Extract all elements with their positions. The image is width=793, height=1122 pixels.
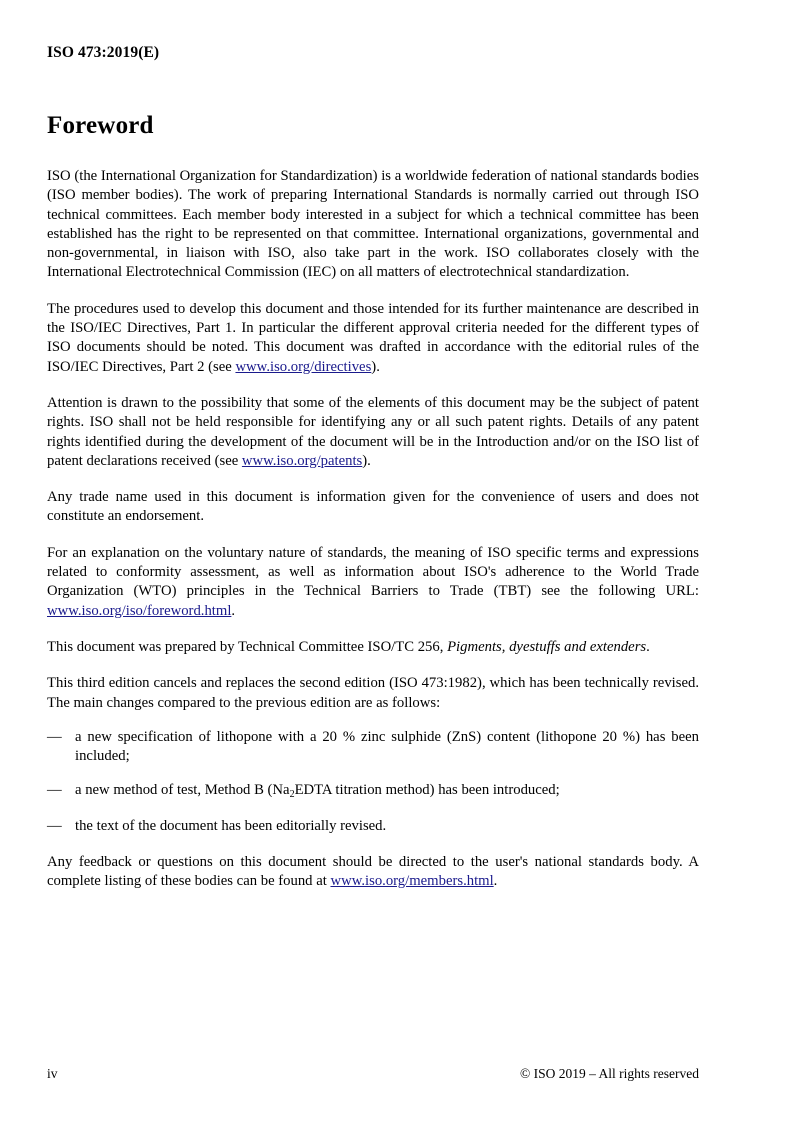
list-item-text-before-sub: a new method of test, Method B (Na: [75, 782, 290, 799]
paragraph-procedures-tail: ).: [371, 358, 380, 375]
paragraph-voluntary-nature-text: For an explanation on the voluntary nature of standards, the meaning of ISO specific terms and expressions related to conformity assessment, as well as information about ISO's adherence to the World Trade Organization (WTO) principles in the Technical Barriers to Trade (TBT) see the following URL:: [47, 544, 699, 600]
link-iso-patents[interactable]: www.iso.org/patents: [241, 452, 363, 469]
paragraph-third-edition: This third edition cancels and replaces the second edition (ISO 473:1982), which has been technically revised. The main changes compared to the previous edition are as follows:: [47, 675, 699, 711]
page-title: Foreword: [47, 112, 154, 139]
list-item: [47, 781, 699, 801]
list-marker: —: [47, 728, 62, 745]
paragraph-patent-rights: [47, 394, 699, 471]
list-item: [47, 728, 699, 767]
paragraph-voluntary-nature: [47, 544, 699, 621]
list-item-text: the text of the document has been editorially revised.: [75, 817, 387, 834]
paragraph-iso-intro: ISO (the International Organization for Standardization) is a worldwide federation of national standards bodies (ISO member bodies). The work of preparing International Standards is normally carried out through ISO technical committees. Each member body interested in a subject for which a technical committee has been established has the right to be represented on that committee. International organizations, governmental and non-governmental, in liaison with ISO, also take part in the work. ISO collaborates closely with the International Electrotechnical Commission (IEC) on all matters of electrotechnical standardization.: [47, 168, 699, 281]
subscript-2: 2: [289, 789, 295, 801]
paragraph-voluntary-nature-tail: .: [231, 602, 236, 619]
paragraph-feedback: [47, 853, 699, 892]
link-iso-directives[interactable]: www.iso.org/directives: [235, 358, 372, 375]
paragraph-feedback-tail: .: [493, 873, 498, 890]
link-iso-members[interactable]: www.iso.org/members.html: [330, 873, 494, 890]
committee-scope-italic: Pigments, dyestuffs and extenders: [447, 638, 647, 655]
document-header-id: ISO 473:2019(E): [47, 44, 160, 61]
list-item-text: a new specification of lithopone with a 20 % zinc sulphide (ZnS) content (lithopone 20 %) has been included;: [75, 728, 699, 765]
page-content: [47, 0, 699, 892]
paragraph-committee-text: This document was prepared by Technical Committee ISO/TC 256,: [47, 638, 448, 655]
page-number: iv: [47, 1066, 58, 1081]
paragraph-trade-name: Any trade name used in this document is information given for the convenience of users and does not constitute an endorsement.: [47, 489, 699, 525]
paragraph-committee: [47, 638, 699, 657]
paragraph-patent-rights-tail: ).: [362, 452, 371, 469]
page-footer: [47, 1066, 699, 1082]
paragraph-procedures-text: The procedures used to develop this document and those intended for its further maintenance are described in the ISO/IEC Directives, Part 1. In particular the different approval criteria needed for the different types of ISO documents should be noted. This document was drafted in accordance with the editorial rules of the ISO/IEC Directives, Part 2 (see: [47, 300, 699, 375]
copyright-notice: © ISO 2019 – All rights reserved: [520, 1066, 699, 1081]
list-marker: —: [47, 782, 62, 799]
paragraph-feedback-text: Any feedback or questions on this document should be directed to the user's national standards body. A complete listing of these bodies can be found at: [47, 854, 699, 890]
link-iso-foreword[interactable]: www.iso.org/iso/foreword.html: [47, 602, 232, 619]
list-item-text: [75, 781, 699, 801]
list-item: [47, 817, 699, 836]
paragraph-committee-tail: .: [646, 638, 650, 655]
list-item-text-after-sub: EDTA titration method) has been introduced;: [294, 782, 560, 799]
list-marker: —: [47, 817, 62, 834]
paragraph-patent-rights-text: Attention is drawn to the possibility that some of the elements of this document may be the subject of patent rights. ISO shall not be held responsible for identifying any or all such patent rights. Details of any patent rights identified during the development of the document will be in the Introduction and/or on the ISO list of patent declarations received (see: [47, 394, 699, 469]
paragraph-procedures: [47, 300, 699, 377]
